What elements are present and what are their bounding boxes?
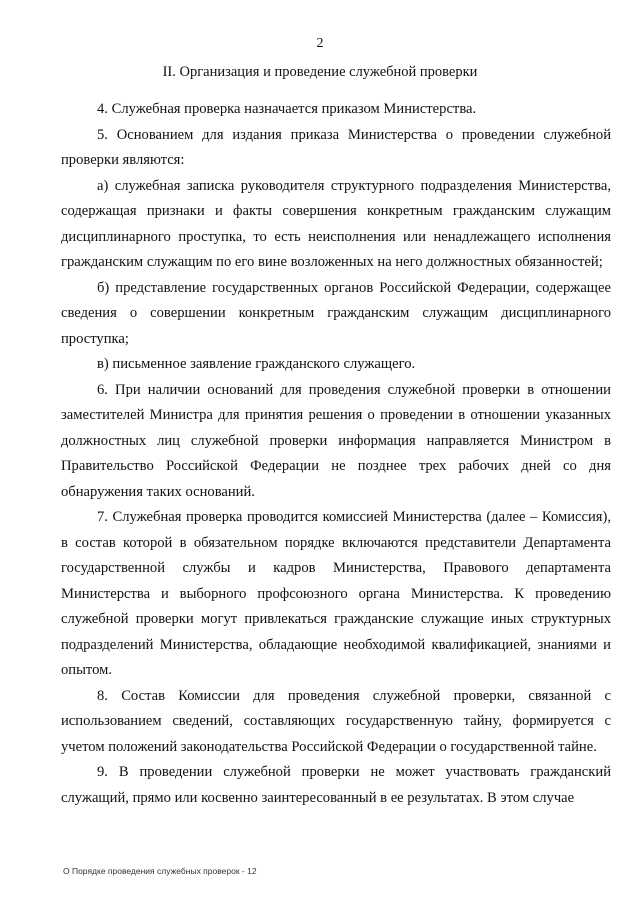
document-body [61,97,611,811]
paragraph-5: 5. Основанием для издания приказа Министерства о проведении служебной проверки являются: [61,126,611,168]
document-footer: О Порядке проведения служебных проверок - 12 [63,866,257,876]
paragraph-5v: в) письменное заявление гражданского служащего. [97,356,416,372]
paragraph-9: 9. В проведении служебной проверки не может участвовать гражданский служащий, прямо или косвенно заинтересованный в ее результатах. В этом случае [61,764,611,806]
paragraph-4: 4. Служебная проверка назначается приказом Министерства. [97,101,477,117]
paragraph-5b: б) представление государственных органов Российской Федерации, содержащее сведения о совершении конкретным гражданским служащим дисциплинарного проступка; [61,279,611,347]
page-number: 2 [316,36,324,51]
paragraph-6: 6. При наличии оснований для проведения служебной проверки в отношении заместителей Министра для принятия решения о проведении в отношении указанных должностных лиц служебной проверки информация направляется Министром в Правительство Российской Федерации не позднее трех рабочих дней со дня обнаружения таких оснований. [61,381,611,500]
paragraph-7: 7. Служебная проверка проводится комиссией Министерства (далее – Комиссия), в состав которой в обязательном порядке включаются представители Департамента государственной службы и кадров Министерства, Правового департамента Министерства и выборного профсоюзного органа Министерства. К проведению служебной проверки могут привлекаться гражданские служащие иных структурных подразделений Министерства, обладающие необходимой квалификацией, знаниями и опытом. [61,509,611,678]
paragraph-8: 8. Состав Комиссии для проведения служебной проверки, связанной с использованием сведений, составляющих государственную тайну, формируется с учетом положений законодательства Российской Федерации о государственной тайне. [61,687,611,755]
section-heading: II. Организация и проведение служебной проверки [162,64,478,80]
paragraph-5a: а) служебная записка руководителя структурного подразделения Министерства, содержащая признаки и факты совершения конкретным гражданским служащим дисциплинарного проступка, то есть неисполнения или ненадлежащего исполнения гражданским служащим по его вине возложенных на него должностных обязанностей; [61,177,611,270]
